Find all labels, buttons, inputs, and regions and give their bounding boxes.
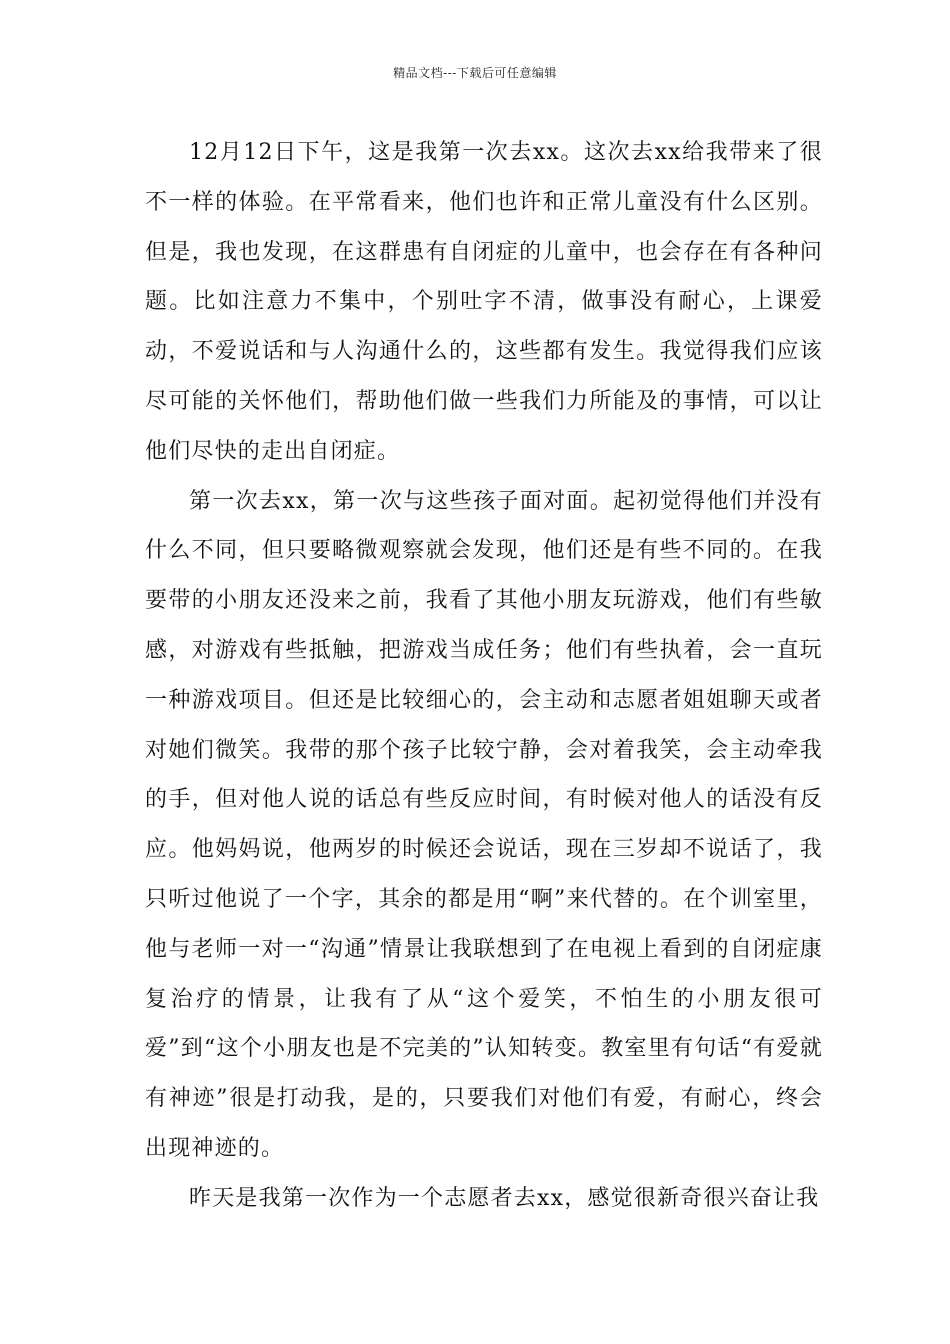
document-body xyxy=(145,128,823,1224)
paragraph-1: 12月12日下午，这是我第一次去xx。这次去xx给我带来了很不一样的体验。在平常看来，他们也许和正常儿童没有什么区别。但是，我也发现，在这群患有自闭症的儿童中，也会存在有各种问题。比如注意力不集中，个别吐字不清，做事没有耐心，上课爱动，不爱说话和与人沟通什么的，这些都有发生。我觉得我们应该尽可能的关怀他们，帮助他们做一些我们力所能及的事情，可以让他们尽快的走出自闭症。 xyxy=(145,140,823,464)
paragraph-2: 第一次去xx，第一次与这些孩子面对面。起初觉得他们并没有什么不同，但只要略微观察就会发现，他们还是有些不同的。在我要带的小朋友还没来之前，我看了其他小朋友玩游戏，他们有些敏感，对游戏有些抵触，把游戏当成任务；他们有些执着，会一直玩一种游戏项目。但还是比较细心的，会主动和志愿者姐姐聊天或者对她们微笑。我带的那个孩子比较宁静，会对着我笑，会主动牵我的手，但对他人说的话总有些反应时间，有时候对他人的话没有反应。他妈妈说，他两岁的时候还会说话，现在三岁却不说话了，我只听过他说了一个字，其余的都是用“啊”来代替的。在个训室里，他与老师一对一“沟通”情景让我联想到了在电视上看到的自闭症康复治疗的情景，让我有了从“这个爱笑，不怕生的小朋友很可爱”到“这个小朋友也是不完美的”认知转变。教室里有句话“有爱就有神迹”很是打动我，是的，只要我们对他们有爱，有耐心，终会出现神迹的。 xyxy=(145,488,823,1161)
page-header: 精品文档---下载后可任意编辑 xyxy=(393,66,557,80)
paragraph-3: 昨天是我第一次作为一个志愿者去xx，感觉很新奇很兴奋让我 xyxy=(189,1185,820,1211)
